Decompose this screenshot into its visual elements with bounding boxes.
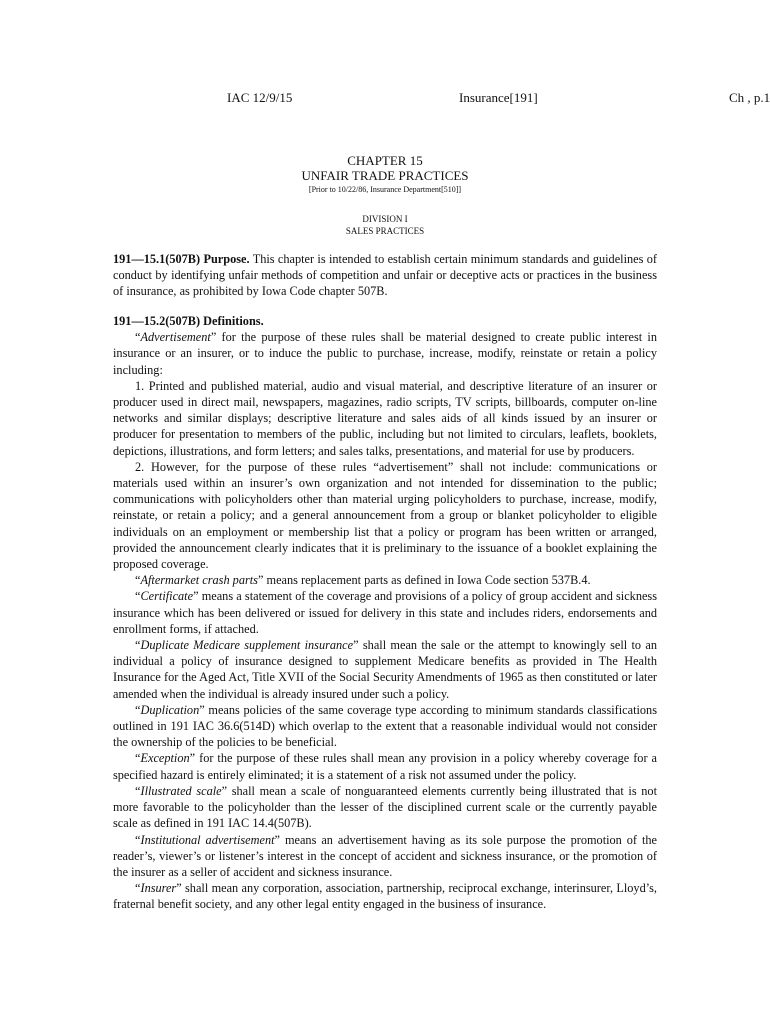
definition-text: 1. Printed and published material, audio and visual material, and descriptive literature of an insurer or producer used in direct mail, newspapers, magazines, radio scripts, TV scripts, billboards, computer on-line networks and similar displays; descriptive literature and sales aids of all kinds issued by an insurer or producer for presentation to members of the public, including but not limited to circulars, leaflets, booklets, depictions, illustrations, and form letters; and sales talks, presentations, and material for use by producers. <box>113 378 657 458</box>
header-date: IAC 12/9/15 <box>227 90 293 105</box>
definition-text: means policies of the same coverage type according to minimum standards classifications outlined in 191 IAC 36.6(514D) which overlap to the extent that a reasonable individual would not consider the ownership of the policies to be beneficial. <box>113 702 657 750</box>
defined-term: Duplication <box>140 702 200 717</box>
header-agency: Insurance[191] <box>459 90 538 105</box>
division-number: DIVISION I <box>362 214 408 224</box>
definition-text: for the purpose of these rules shall be material designed to create public interest in insurance or an insurer, or to induce the public to purchase, increase, modify, reinstate or retain a policy including: <box>113 330 657 377</box>
section-definitions <box>113 313 657 913</box>
defined-term: Exception <box>140 751 190 766</box>
definition-text: means an advertisement having as its sole purpose the promotion of the reader’s, viewer’s or listener’s interest in the concept of accident and sickness insurance, or the promotion of the insurer as a seller of accident and sickness insurance. <box>113 832 657 879</box>
defined-term: Advertisement <box>140 330 211 345</box>
defined-term: Certificate <box>140 589 194 604</box>
definition-paragraph: “Exception” for the purpose of these rules shall mean any provision in a policy whereby coverage for a specified hazard is entirely eliminated; it is a statement of a risk not assumed under the policy. <box>113 751 657 782</box>
division-title: SALES PRACTICES <box>345 226 425 236</box>
chapter-number: CHAPTER 15 <box>347 153 423 168</box>
definition-text: 2. However, for the purpose of these rules “advertisement” shall not include: communications or materials used within an insurer’s own organization and not intended for dissemination to the public; communications with policyholders other than material urging policyholders to purchase, increase, modify, reinstate, or retain a policy; and a general announcement from a group or blanket policyholder to eligible individuals on an employment or membership list that a policy or program has been written or arranged, provided the announcement clearly indicates that it is preliminary to the issuance of a booklet explaining the proposed coverage. <box>113 459 657 572</box>
section-purpose <box>113 251 657 300</box>
purpose-text: This chapter is intended to establish certain minimum standards and guidelines of conduct by identifying unfair methods of competition and unfair or deceptive acts or practices in the business of insurance, as prohibited by Iowa Code chapter 507B. <box>113 252 657 299</box>
definition-paragraph <box>113 378 657 459</box>
definition-paragraph: “Illustrated scale” shall mean a scale of nonguaranteed elements currently being illustrated that is not more favorable to the policyholder than the lesser of the disciplined current scale or the currently payable scale as defined in 191 IAC 14.4(507B). <box>113 783 657 831</box>
definition-text: shall mean a scale of nonguaranteed elements currently being illustrated that is not more favorable to the policyholder than the lesser of the disciplined current scale or the currently payable scale as defined in 191 IAC 14.4(507B). <box>113 783 657 831</box>
definition-paragraph: “Institutional advertisement” means an advertisement having as its sole purpose the promotion of the reader’s, viewer’s or listener’s interest in the concept of accident and sickness insurance, or the promotion of the insurer as a seller of accident and sickness insurance. <box>113 832 657 879</box>
definition-paragraph: “Insurer” shall mean any corporation, association, partnership, reciprocal exchange, interinsurer, Lloyd’s, fraternal benefit society, and any other legal entity engaged in the business of insurance. <box>113 881 657 912</box>
chapter-title: UNFAIR TRADE PRACTICES <box>301 168 469 183</box>
definition-text: means replacement parts as defined in Iowa Code section 537B.4. <box>263 573 591 588</box>
definition-paragraph: “Advertisement” for the purpose of these rules shall be material designed to create public interest in insurance or an insurer, or to induce the public to purchase, increase, modify, reinstate or retain a policy including: <box>113 330 657 377</box>
defined-term: Institutional advertisement <box>140 832 275 847</box>
definition-text: shall mean any corporation, association, partnership, reciprocal exchange, interinsurer, Lloyd’s, fraternal benefit society, and any other legal entity engaged in the business of insurance. <box>113 881 657 912</box>
chapter-note: [Prior to 10/22/86, Insurance Department[510]] <box>308 185 462 194</box>
defined-term: Illustrated scale <box>140 783 222 798</box>
defined-term: Insurer <box>140 881 177 896</box>
header-page-number: Ch , p.1 <box>729 90 770 105</box>
definition-paragraph: “Duplication” means policies of the same coverage type according to minimum standards classifications outlined in 191 IAC 36.6(514D) which overlap to the extent that a reasonable individual would not consider the ownership of the policies to be beneficial. <box>113 702 657 750</box>
defined-term: Duplicate Medicare supplement insurance <box>140 638 354 653</box>
definition-paragraph: “Certificate” means a statement of the coverage and provisions of a policy of group accident and sickness insurance which has been delivered or issued for delivery in this state and includes riders, endorsements and enrollment forms, if attached. <box>113 589 657 636</box>
defined-term: Aftermarket crash parts <box>140 573 258 588</box>
purpose-heading: 191—15.1(507B) Purpose. <box>113 252 250 266</box>
definition-text: shall mean the sale or the attempt to knowingly sell to an individual a policy of insurance designed to supplement Medicare benefits as provided in The Health Insurance for the Aged Act, Title XVII of the Social Security Amendments of 1965 as then constituted or later amended when the individual is already insured under such a policy. <box>113 638 657 701</box>
definitions-list <box>113 329 657 912</box>
definition-paragraph <box>113 459 657 572</box>
definition-text: means a statement of the coverage and provisions of a policy of group accident and sickness insurance which has been delivered or issued for delivery in this state and includes riders, endorsements and enrollment forms, if attached. <box>113 589 657 636</box>
definition-paragraph: “Aftermarket crash parts” means replacement parts as defined in Iowa Code section 537B.4. <box>135 573 591 588</box>
definition-paragraph: “Duplicate Medicare supplement insurance” shall mean the sale or the attempt to knowingly sell to an individual a policy of insurance designed to supplement Medicare benefits as provided in The Health Insurance for the Aged Act, Title XVII of the Social Security Amendments of 1965 as then constituted or later amended when the individual is already insured under such a policy. <box>113 638 657 701</box>
definition-text: for the purpose of these rules shall mean any provision in a policy whereby coverage for a specified hazard is entirely eliminated; it is a statement of a risk not assumed under the policy. <box>113 751 657 782</box>
purpose-paragraph <box>113 251 657 300</box>
definitions-heading: 191—15.2(507B) Definitions. <box>113 314 264 328</box>
